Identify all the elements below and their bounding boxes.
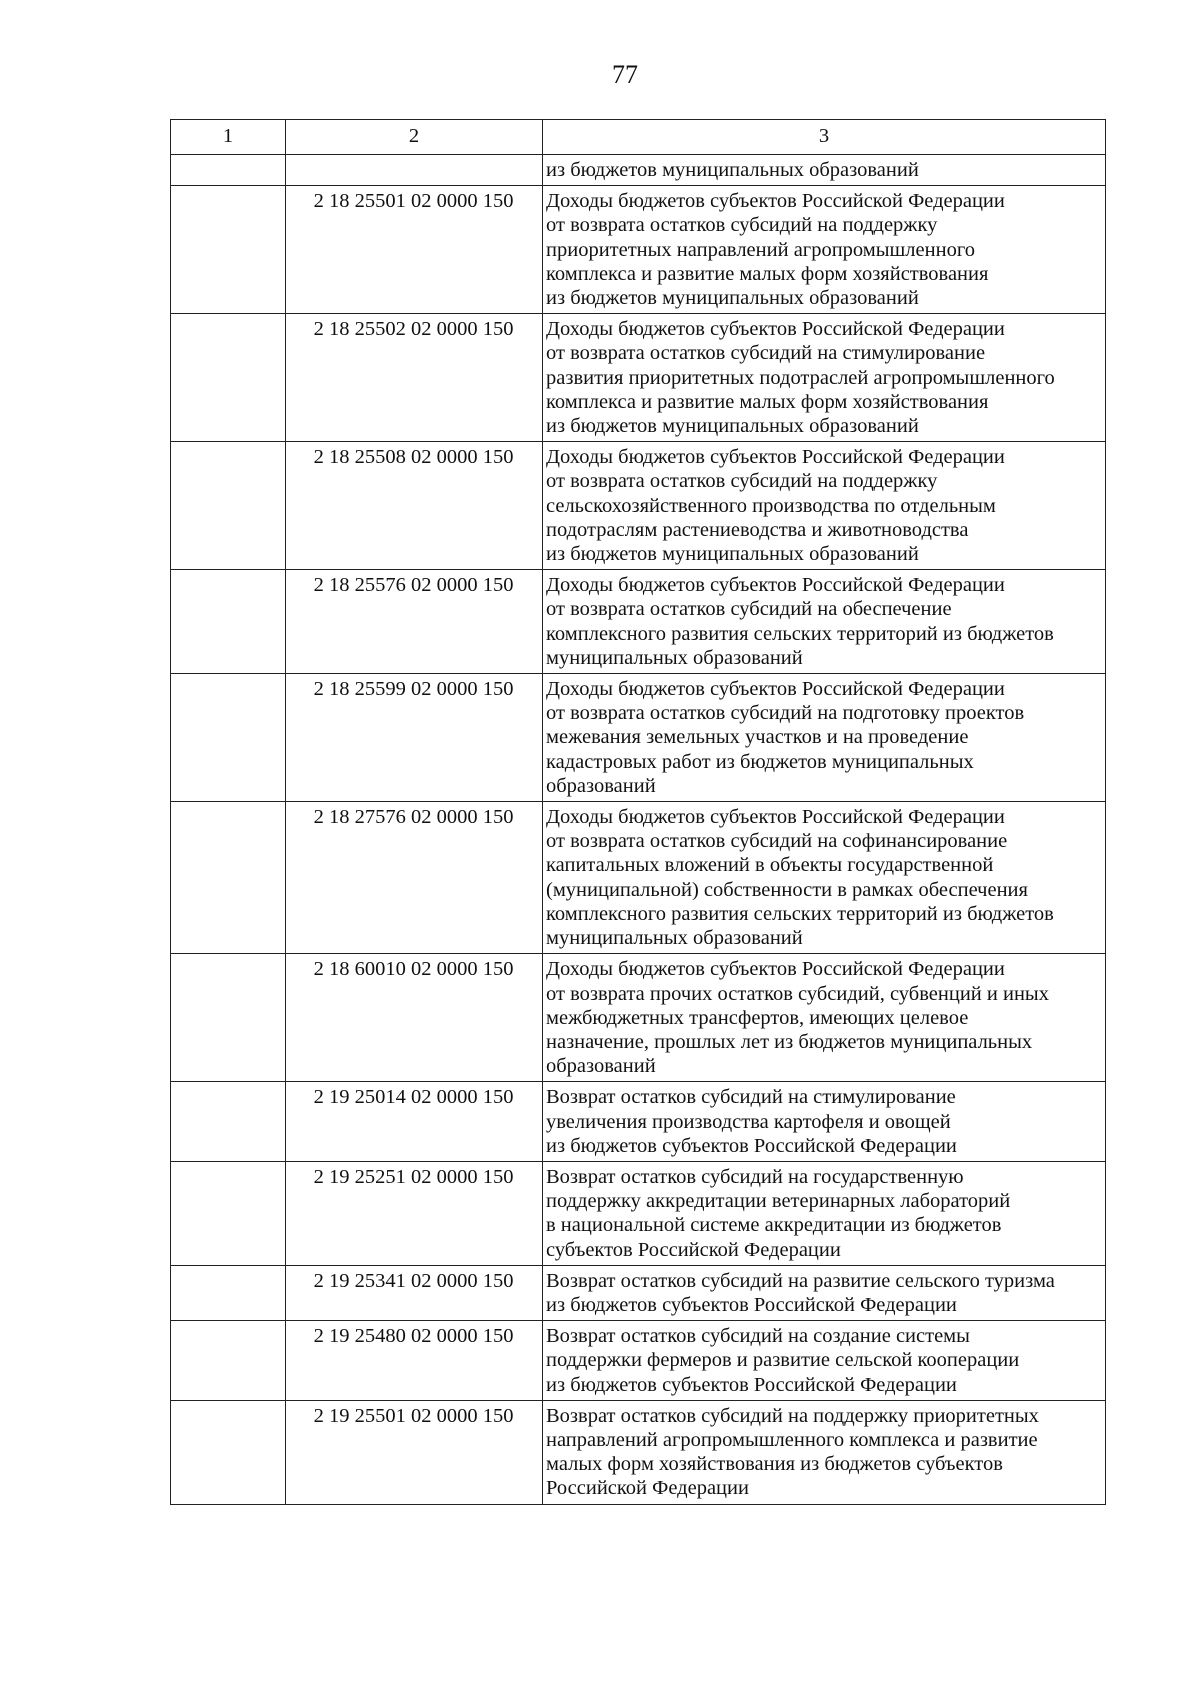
header-col-1: 1: [171, 120, 286, 155]
row-col-1: [171, 570, 286, 674]
page-number: 77: [612, 60, 638, 89]
table-row: [171, 1161, 1106, 1265]
income-code: [286, 155, 543, 186]
income-code: 2 18 25508 02 0000 150: [286, 442, 543, 570]
table-body: [171, 155, 1106, 1505]
income-code: 2 18 25599 02 0000 150: [286, 674, 543, 802]
income-description: Доходы бюджетов субъектов Российской Федерации от возврата остатков субсидий на стимулирование развития приоритетных подотраслей агропромышленного комплекса и развитие малых форм хозяйствования из бюджетов муниципальных образований: [543, 314, 1106, 442]
table-row: [171, 570, 1106, 674]
row-col-1: [171, 155, 286, 186]
income-codes-table: [170, 119, 1106, 1505]
income-code: 2 19 25480 02 0000 150: [286, 1321, 543, 1401]
table-row: [171, 442, 1106, 570]
income-description: Доходы бюджетов субъектов Российской Федерации от возврата прочих остатков субсидий, субвенций и иных межбюджетных трансфертов, имеющих целевое назначение, прошлых лет из бюджетов муниципальных образований: [543, 954, 1106, 1082]
income-code: 2 18 25576 02 0000 150: [286, 570, 543, 674]
income-description: из бюджетов муниципальных образований: [543, 155, 1106, 186]
row-col-1: [171, 442, 286, 570]
income-code: 2 19 25251 02 0000 150: [286, 1161, 543, 1265]
income-description: Доходы бюджетов субъектов Российской Федерации от возврата остатков субсидий на софинансирование капитальных вложений в объекты государственной (муниципальной) собственности в рамках обеспечения комплексного развития сельских территорий из бюджетов муниципальных образований: [543, 802, 1106, 954]
table-row: [171, 1400, 1106, 1504]
table-row: [171, 674, 1106, 802]
income-description: Возврат остатков субсидий на создание системы поддержки фермеров и развитие сельской кооперации из бюджетов субъектов Российской Федерации: [543, 1321, 1106, 1401]
income-description: Доходы бюджетов субъектов Российской Федерации от возврата остатков субсидий на поддержку приоритетных направлений агропромышленного комплекса и развитие малых форм хозяйствования из бюджетов муниципальных образований: [543, 186, 1106, 314]
row-col-1: [171, 954, 286, 1082]
income-description: Возврат остатков субсидий на развитие сельского туризма из бюджетов субъектов Российской Федерации: [543, 1265, 1106, 1320]
table-row: [171, 802, 1106, 954]
row-col-1: [171, 1082, 286, 1162]
row-col-1: [171, 1400, 286, 1504]
income-code: 2 18 25502 02 0000 150: [286, 314, 543, 442]
income-description: Доходы бюджетов субъектов Российской Федерации от возврата остатков субсидий на подготовку проектов межевания земельных участков и на проведение кадастровых работ из бюджетов муниципальных образований: [543, 674, 1106, 802]
income-code: 2 18 25501 02 0000 150: [286, 186, 543, 314]
income-description: Доходы бюджетов субъектов Российской Федерации от возврата остатков субсидий на обеспечение комплексного развития сельских территорий из бюджетов муниципальных образований: [543, 570, 1106, 674]
income-code: 2 19 25341 02 0000 150: [286, 1265, 543, 1320]
header-col-2: 2: [286, 120, 543, 155]
row-col-1: [171, 1265, 286, 1320]
table-row: [171, 314, 1106, 442]
table-row: [171, 954, 1106, 1082]
income-code: 2 19 25014 02 0000 150: [286, 1082, 543, 1162]
row-col-1: [171, 1321, 286, 1401]
table-row: [171, 1082, 1106, 1162]
row-col-1: [171, 674, 286, 802]
row-col-1: [171, 1161, 286, 1265]
income-code: 2 18 27576 02 0000 150: [286, 802, 543, 954]
income-description: Доходы бюджетов субъектов Российской Федерации от возврата остатков субсидий на поддержку сельскохозяйственного производства по отдельным подотраслям растениеводства и животноводства из бюджетов муниципальных образований: [543, 442, 1106, 570]
income-description: Возврат остатков субсидий на государственную поддержку аккредитации ветеринарных лабораторий в национальной системе аккредитации из бюджетов субъектов Российской Федерации: [543, 1161, 1106, 1265]
income-description: Возврат остатков субсидий на поддержку приоритетных направлений агропромышленного комплекса и развитие малых форм хозяйствования из бюджетов субъектов Российской Федерации: [543, 1400, 1106, 1504]
income-code: 2 19 25501 02 0000 150: [286, 1400, 543, 1504]
row-col-1: [171, 186, 286, 314]
table-row: [171, 1265, 1106, 1320]
income-code: 2 18 60010 02 0000 150: [286, 954, 543, 1082]
table-header-row: [171, 120, 1106, 155]
table-row: [171, 155, 1106, 186]
row-col-1: [171, 802, 286, 954]
income-description: Возврат остатков субсидий на стимулирование увеличения производства картофеля и овощей из бюджетов субъектов Российской Федерации: [543, 1082, 1106, 1162]
header-col-3: 3: [543, 120, 1106, 155]
table-row: [171, 1321, 1106, 1401]
table-row: [171, 186, 1106, 314]
row-col-1: [171, 314, 286, 442]
